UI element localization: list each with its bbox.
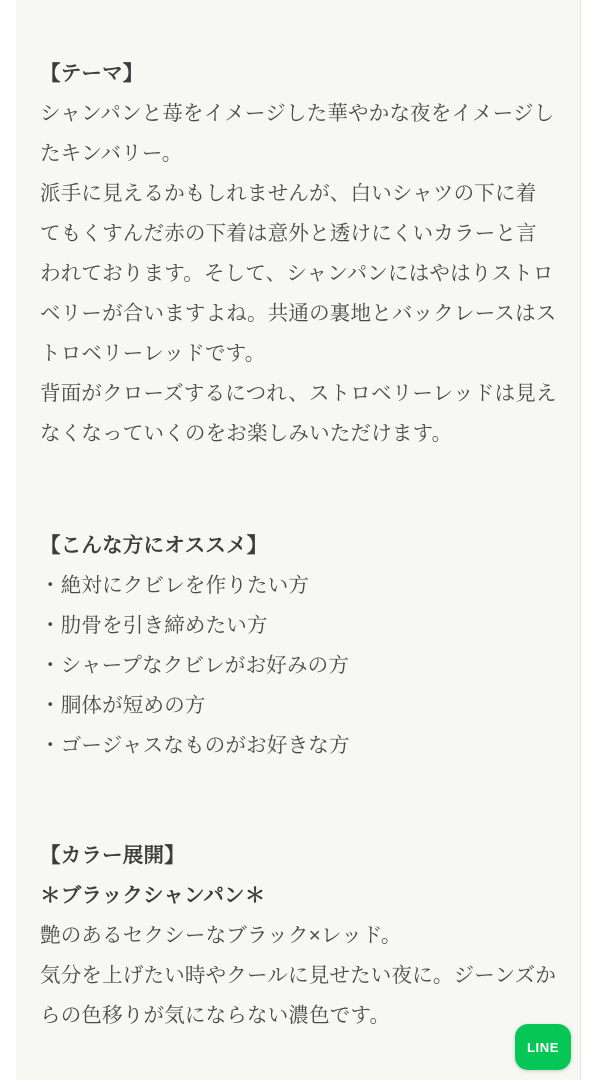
left-margin-rail xyxy=(0,0,16,1080)
section-colors xyxy=(40,836,557,1036)
list-item: ・シャープなクビレがお好みの方 xyxy=(40,654,350,677)
spacer-2 xyxy=(40,766,557,836)
line-icon: LINE xyxy=(526,1039,559,1055)
section-colors-heading: 【カラー展開】 xyxy=(40,844,185,867)
list-item: ・絶対にクビレを作りたい方 xyxy=(40,574,310,597)
list-item: ・ゴージャスなものがお好きな方 xyxy=(40,734,350,757)
section-theme-paragraph-1: シャンパンと苺をイメージした華やかな夜をイメージしたキンバリー。 xyxy=(40,102,555,165)
section-colors-subheading: ＊ブラックシャンパン＊ xyxy=(40,884,266,907)
document-content xyxy=(16,0,581,1080)
section-theme-heading: 【テーマ】 xyxy=(40,62,144,85)
list-item: ・肋骨を引き締めたい方 xyxy=(40,614,268,637)
right-margin-rail xyxy=(581,0,603,1080)
recommend-list xyxy=(40,566,557,766)
section-recommend-heading: 【こんな方にオススメ】 xyxy=(40,534,268,557)
list-item: ・胴体が短めの方 xyxy=(40,694,206,717)
section-theme-paragraph-2: 派手に見えるかもしれませんが、白いシャツの下に着てもくすんだ赤の下着は意外と透けにくいカラーと言われております。そして、シャンパンにはやはりストロベリーが合いますよね。共通の裏地とバックレースはストロベリーレッドです。 xyxy=(40,182,557,365)
section-recommend xyxy=(40,526,557,766)
line-share-button[interactable] xyxy=(515,1024,571,1070)
section-colors-paragraph-1: 艶のあるセクシーなブラック×レッド。 xyxy=(40,924,402,947)
section-theme-paragraph-3: 背面がクローズするにつれ、ストロベリーレッドは見えなくなっていくのをお楽しみいただけます。 xyxy=(40,382,557,445)
section-theme xyxy=(40,54,557,454)
section-colors-paragraph-2: 気分を上げたい時やクールに見せたい夜に。ジーンズからの色移りが気にならない濃色です。 xyxy=(40,964,557,1027)
spacer-1 xyxy=(40,454,557,526)
